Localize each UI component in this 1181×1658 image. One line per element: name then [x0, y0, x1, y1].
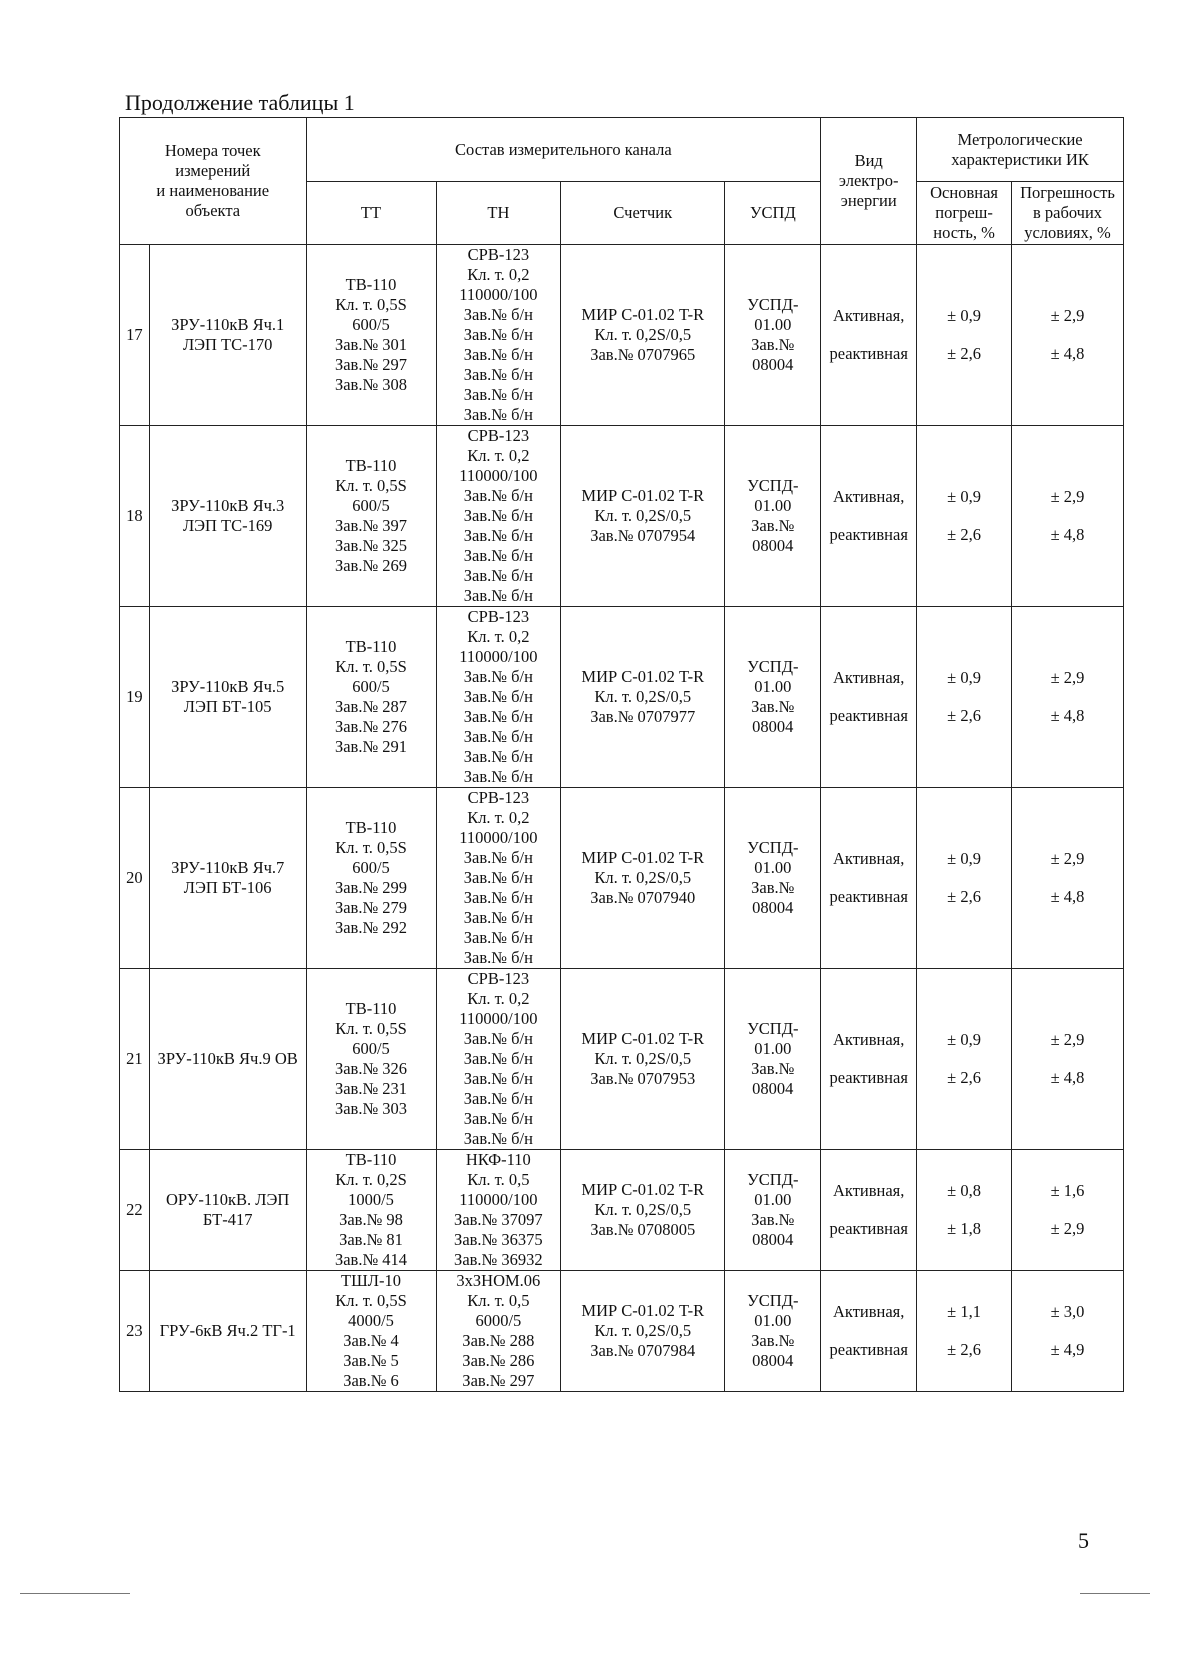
tt-cell [306, 607, 436, 788]
work-error-cell-value: ± 2,9 [1050, 487, 1085, 506]
tn-cell-line: Зав.№ б/н [463, 707, 533, 726]
meter-cell-line: Зав.№ 0707965 [590, 345, 696, 364]
row-number: 21 [120, 969, 150, 1150]
tt-cell-line: Зав.№ 231 [334, 1079, 408, 1098]
tt-cell-line: ТВ-110 [345, 818, 397, 837]
tn-cell-line: Зав.№ б/н [463, 566, 533, 585]
tn-cell-line: Зав.№ б/н [463, 747, 533, 766]
uspd-cell-line: 01.00 [754, 496, 792, 515]
tn-cell [436, 607, 561, 788]
tn-cell-line: 110000/100 [459, 1190, 538, 1209]
tn-cell-line: Зав.№ б/н [463, 1069, 533, 1088]
energy-type-cell-value: реактивная [829, 1340, 908, 1359]
energy-type-cell [821, 969, 917, 1150]
object-name-line: ЛЭП БТ-105 [183, 697, 272, 716]
work-error-cell [1012, 788, 1124, 969]
tt-cell-line: Зав.№ 81 [339, 1230, 403, 1249]
row-number: 23 [120, 1271, 150, 1392]
energy-type-cell [821, 788, 917, 969]
tn-cell [436, 245, 561, 426]
row-number: 17 [120, 245, 150, 426]
uspd-cell-line: УСПД- [747, 295, 799, 314]
object-name [149, 1271, 306, 1392]
tt-cell-line: Кл. т. 0,5S [335, 657, 407, 676]
base-error-cell-value: ± 1,8 [947, 1219, 981, 1238]
tn-cell-line: Зав.№ б/н [463, 908, 533, 927]
energy-type-cell-value: Активная, [832, 306, 905, 325]
work-error-cell [1012, 969, 1124, 1150]
work-error-cell-value: ± 2,9 [1050, 306, 1085, 325]
meter-cell [561, 1271, 725, 1392]
tt-cell-line: Зав.№ 287 [334, 697, 408, 716]
tn-cell-line: Зав.№ б/н [463, 526, 533, 545]
tn-cell-line: Зав.№ б/н [463, 365, 533, 384]
meter-cell-line: МИР С-01.02 T-R [581, 486, 705, 505]
tn-cell-line: 110000/100 [459, 647, 538, 666]
energy-type-cell-value: Активная, [832, 668, 905, 687]
tt-cell [306, 1150, 436, 1271]
row-number: 19 [120, 607, 150, 788]
meter-cell-line: МИР С-01.02 T-R [581, 1301, 705, 1320]
tn-cell-line: Кл. т. 0,2 [467, 808, 530, 827]
energy-type-cell-value: реактивная [829, 706, 908, 725]
tn-cell-line: Зав.№ б/н [463, 325, 533, 344]
energy-type-cell [821, 245, 917, 426]
page-number: 5 [1078, 1528, 1089, 1553]
tt-cell [306, 245, 436, 426]
meter-cell-line: МИР С-01.02 T-R [581, 1180, 705, 1199]
tn-cell-line: Зав.№ б/н [463, 1029, 533, 1048]
meter-cell-line: Кл. т. 0,2S/0,5 [594, 868, 692, 887]
uspd-cell-line: УСПД- [747, 1291, 799, 1310]
tn-cell-line: Зав.№ б/н [463, 948, 533, 967]
meter-cell-line: Кл. т. 0,2S/0,5 [594, 1321, 692, 1340]
base-error-cell [917, 969, 1012, 1150]
base-error-cell-value: ± 1,1 [947, 1302, 981, 1321]
table-row [120, 607, 1124, 788]
tn-cell-line: Зав.№ 297 [462, 1371, 535, 1390]
base-error-cell-value: ± 2,6 [947, 344, 981, 363]
uspd-cell-line: 01.00 [754, 1190, 792, 1209]
energy-type-cell-value: реактивная [829, 1219, 908, 1238]
base-error-cell-value: ± 2,6 [947, 525, 981, 544]
base-error-cell [917, 1150, 1012, 1271]
meter-cell-line: МИР С-01.02 T-R [581, 1029, 705, 1048]
uspd-cell [725, 607, 821, 788]
tn-cell-line: Зав.№ 36932 [454, 1250, 543, 1269]
object-name [149, 969, 306, 1150]
uspd-cell-line: 01.00 [754, 1039, 792, 1058]
uspd-cell-line: УСПД- [747, 657, 799, 676]
meter-cell-line: Кл. т. 0,2S/0,5 [594, 506, 692, 525]
work-error-cell-value: ± 4,9 [1050, 1340, 1085, 1359]
tn-cell-line: Зав.№ 288 [462, 1331, 535, 1350]
base-error-cell-value: ± 0,9 [947, 306, 981, 325]
tt-cell-line: 600/5 [352, 496, 390, 515]
tt-cell-line: 600/5 [352, 315, 390, 334]
tn-cell [436, 1150, 561, 1271]
uspd-cell [725, 426, 821, 607]
tt-cell-line: Зав.№ 414 [334, 1250, 408, 1269]
work-error-cell-value: ± 4,8 [1050, 706, 1085, 725]
meter-cell [561, 426, 725, 607]
table-row [120, 1150, 1124, 1271]
energy-type-cell-value: Активная, [832, 1302, 905, 1321]
uspd-cell-line: 01.00 [754, 1311, 792, 1330]
meter-cell-line: Зав.№ 0707984 [590, 1341, 696, 1360]
tn-cell-line: Зав.№ б/н [463, 305, 533, 324]
base-error-cell-value: ± 2,6 [947, 1068, 981, 1087]
work-error-cell-value: ± 3,0 [1050, 1302, 1085, 1321]
table-row [120, 788, 1124, 969]
object-name-line: ЗРУ-110кВ Яч.5 [171, 677, 285, 696]
tt-cell [306, 788, 436, 969]
tn-cell-line: Кл. т. 0,5 [467, 1291, 530, 1310]
energy-type-cell-value: Активная, [832, 1181, 905, 1200]
uspd-cell-line: 01.00 [754, 858, 792, 877]
uspd-cell-line: Зав.№ [751, 516, 795, 535]
tt-cell-line: Зав.№ 5 [343, 1351, 399, 1370]
uspd-cell-line: Зав.№ [751, 697, 795, 716]
work-error-cell-value: ± 1,6 [1050, 1181, 1085, 1200]
work-error-cell-value: ± 2,9 [1050, 1219, 1085, 1238]
work-error-cell-value: ± 4,8 [1050, 525, 1085, 544]
tt-cell-line: 4000/5 [348, 1311, 394, 1330]
table-caption: Продолжение таблицы 1 [125, 90, 355, 115]
meter-cell-line: Зав.№ 0707977 [590, 707, 696, 726]
object-name [149, 607, 306, 788]
uspd-cell-line: 08004 [752, 1351, 794, 1370]
tn-cell-line: Зав.№ б/н [463, 848, 533, 867]
tn-cell [436, 426, 561, 607]
energy-type-cell-value: Активная, [832, 487, 905, 506]
tt-cell-line: Кл. т. 0,5S [335, 295, 407, 314]
tn-cell-line: Зав.№ 37097 [454, 1210, 543, 1229]
tt-cell-line: Кл. т. 0,5S [335, 1019, 407, 1038]
uspd-cell-line: УСПД- [747, 838, 799, 857]
object-name-line: ЗРУ-110кВ Яч.9 ОВ [157, 1049, 298, 1068]
base-error-cell [917, 426, 1012, 607]
tn-cell-line: Зав.№ б/н [463, 667, 533, 686]
header-work-error: Погрешность в рабочих условиях, % [1012, 182, 1124, 245]
tt-cell-line: Зав.№ 279 [334, 898, 408, 917]
object-name-line: ГРУ-6кВ Яч.2 ТГ-1 [159, 1321, 296, 1340]
tt-cell-line: ТВ-110 [345, 1150, 397, 1169]
header-channel: Состав измерительного канала [306, 118, 821, 182]
tn-cell-line: НКФ-110 [465, 1150, 531, 1169]
header-energy-type: Вид электро- энергии [821, 118, 917, 245]
meter-cell [561, 245, 725, 426]
work-error-cell [1012, 1271, 1124, 1392]
tn-cell-line: Зав.№ б/н [463, 345, 533, 364]
object-name-line: ЗРУ-110кВ Яч.7 [171, 858, 285, 877]
uspd-cell-line: Зав.№ [751, 1210, 795, 1229]
tn-cell-line: Зав.№ б/н [463, 546, 533, 565]
base-error-cell [917, 607, 1012, 788]
table-row [120, 245, 1124, 426]
tt-cell-line: Зав.№ 98 [339, 1210, 403, 1229]
base-error-cell-value: ± 2,6 [947, 1340, 981, 1359]
tt-cell-line: Зав.№ 276 [334, 717, 408, 736]
row-number: 18 [120, 426, 150, 607]
energy-type-cell [821, 1150, 917, 1271]
tt-cell-line: Кл. т. 0,5S [335, 1291, 407, 1310]
energy-type-cell-value: Активная, [832, 849, 905, 868]
meter-cell [561, 1150, 725, 1271]
uspd-cell [725, 1271, 821, 1392]
tn-cell-line: СРВ-123 [467, 426, 530, 445]
header-base-error: Основная погреш- ность, % [917, 182, 1012, 245]
base-error-cell-value: ± 0,8 [947, 1181, 981, 1200]
tn-cell-line: Зав.№ б/н [463, 486, 533, 505]
base-error-cell-value: ± 0,9 [947, 1030, 981, 1049]
tn-cell-line: Кл. т. 0,2 [467, 627, 530, 646]
tn-cell-line: СРВ-123 [467, 245, 530, 264]
tn-cell-line: 3хЗНОМ.06 [456, 1271, 541, 1290]
work-error-cell-value: ± 2,9 [1050, 1030, 1085, 1049]
energy-type-cell-value: реактивная [829, 1068, 908, 1087]
tt-cell-line: Зав.№ 6 [343, 1371, 399, 1390]
uspd-cell-line: 08004 [752, 355, 794, 374]
tn-cell-line: 110000/100 [459, 285, 538, 304]
object-name-line: ЛЭП ТС-170 [182, 335, 273, 354]
base-error-cell-value: ± 0,9 [947, 487, 981, 506]
work-error-cell [1012, 1150, 1124, 1271]
tn-cell-line: 110000/100 [459, 466, 538, 485]
uspd-cell-line: 01.00 [754, 677, 792, 696]
energy-type-cell [821, 1271, 917, 1392]
work-error-cell [1012, 607, 1124, 788]
object-name-line: БТ-417 [202, 1210, 253, 1229]
tn-cell-line: Зав.№ б/н [463, 888, 533, 907]
uspd-cell-line: 08004 [752, 898, 794, 917]
object-name-line: ЗРУ-110кВ Яч.3 [171, 496, 285, 515]
tt-cell-line: ТВ-110 [345, 275, 397, 294]
tt-cell-line: 600/5 [352, 677, 390, 696]
work-error-cell [1012, 245, 1124, 426]
tn-cell-line: Зав.№ б/н [463, 1049, 533, 1068]
tt-cell-line: 1000/5 [348, 1190, 394, 1209]
tt-cell-line: Зав.№ 291 [334, 737, 408, 756]
row-number: 22 [120, 1150, 150, 1271]
tn-cell-line: Зав.№ б/н [463, 767, 533, 786]
tn-cell-line: Зав.№ б/н [463, 506, 533, 525]
meter-cell-line: Кл. т. 0,2S/0,5 [594, 1200, 692, 1219]
tn-cell-line: 110000/100 [459, 1009, 538, 1028]
base-error-cell [917, 788, 1012, 969]
meter-cell [561, 969, 725, 1150]
base-error-cell-value: ± 2,6 [947, 706, 981, 725]
tt-cell-line: Кл. т. 0,5S [335, 838, 407, 857]
tn-cell [436, 788, 561, 969]
energy-type-cell-value: реактивная [829, 525, 908, 544]
work-error-cell-value: ± 4,8 [1050, 344, 1085, 363]
header-meter: Счетчик [561, 182, 725, 245]
meter-cell-line: Зав.№ 0707954 [590, 526, 696, 545]
tn-cell-line: Зав.№ б/н [463, 1089, 533, 1108]
work-error-cell-value: ± 2,9 [1050, 849, 1085, 868]
table-row [120, 1271, 1124, 1392]
header-object: Номера точек измерений и наименование объекта [120, 118, 307, 245]
tt-cell-line: ТВ-110 [345, 999, 397, 1018]
scan-artifact-line [20, 1593, 130, 1594]
uspd-cell-line: УСПД- [747, 1019, 799, 1038]
tn-cell-line: Зав.№ 286 [462, 1351, 535, 1370]
uspd-cell-line: Зав.№ [751, 335, 795, 354]
tt-cell-line: Кл. т. 0,2S [335, 1170, 407, 1189]
base-error-cell [917, 245, 1012, 426]
uspd-cell-line: Зав.№ [751, 1059, 795, 1078]
energy-type-cell-value: реактивная [829, 887, 908, 906]
object-name-line: ЛЭП БТ-106 [183, 878, 272, 897]
meter-cell-line: Зав.№ 0707940 [590, 888, 696, 907]
object-name-line: ЛЭП ТС-169 [182, 516, 273, 535]
energy-type-cell [821, 426, 917, 607]
tt-cell-line: Зав.№ 308 [334, 375, 408, 394]
tt-cell-line: Зав.№ 326 [334, 1059, 408, 1078]
uspd-cell [725, 788, 821, 969]
uspd-cell-line: УСПД- [747, 476, 799, 495]
row-number: 20 [120, 788, 150, 969]
tn-cell-line: Кл. т. 0,2 [467, 989, 530, 1008]
base-error-cell [917, 1271, 1012, 1392]
meter-cell-line: Кл. т. 0,2S/0,5 [594, 325, 692, 344]
tn-cell-line: 110000/100 [459, 828, 538, 847]
tt-cell-line: Зав.№ 292 [334, 918, 408, 937]
scan-artifact-line [1080, 1593, 1150, 1594]
tt-cell-line: ТВ-110 [345, 456, 397, 475]
meter-cell-line: Зав.№ 0708005 [590, 1220, 696, 1239]
tn-cell-line: Зав.№ б/н [463, 1129, 533, 1148]
energy-type-cell [821, 607, 917, 788]
tn-cell-line: СРВ-123 [467, 788, 530, 807]
object-name [149, 1150, 306, 1271]
object-name-line: ЗРУ-110кВ Яч.1 [171, 315, 285, 334]
object-name [149, 426, 306, 607]
uspd-cell-line: 08004 [752, 536, 794, 555]
meter-cell-line: МИР С-01.02 T-R [581, 848, 705, 867]
tt-cell-line: Зав.№ 397 [334, 516, 408, 535]
tt-cell-line: 600/5 [352, 858, 390, 877]
uspd-cell-line: УСПД- [747, 1170, 799, 1189]
header-tn: ТН [436, 182, 561, 245]
meter-cell-line: Кл. т. 0,2S/0,5 [594, 687, 692, 706]
tn-cell-line: Зав.№ б/н [463, 868, 533, 887]
tt-cell-line: ТШЛ-10 [341, 1271, 401, 1290]
tt-cell-line: 600/5 [352, 1039, 390, 1058]
uspd-cell-line: 08004 [752, 1079, 794, 1098]
table-row [120, 969, 1124, 1150]
tn-cell-line: Зав.№ б/н [463, 1109, 533, 1128]
work-error-cell-value: ± 2,9 [1050, 668, 1085, 687]
uspd-cell [725, 969, 821, 1150]
object-name-line: ОРУ-110кВ. ЛЭП [166, 1190, 290, 1209]
tn-cell-line: Зав.№ 36375 [454, 1230, 543, 1249]
work-error-cell-value: ± 4,8 [1050, 887, 1085, 906]
energy-type-cell-value: Активная, [832, 1030, 905, 1049]
table-row [120, 426, 1124, 607]
base-error-cell-value: ± 0,9 [947, 849, 981, 868]
tn-cell [436, 969, 561, 1150]
tt-cell-line: Зав.№ 325 [334, 536, 408, 555]
measurement-channels-table [119, 117, 1124, 1392]
tn-cell-line: Кл. т. 0,2 [467, 446, 530, 465]
uspd-cell [725, 1150, 821, 1271]
tn-cell-line: Зав.№ б/н [463, 586, 533, 605]
tt-cell-line: Кл. т. 0,5S [335, 476, 407, 495]
work-error-cell [1012, 426, 1124, 607]
object-name [149, 788, 306, 969]
tn-cell-line: Зав.№ б/н [463, 405, 533, 424]
meter-cell-line: МИР С-01.02 T-R [581, 667, 705, 686]
object-name [149, 245, 306, 426]
header-uspd: УСПД [725, 182, 821, 245]
uspd-cell-line: Зав.№ [751, 1331, 795, 1350]
meter-cell-line: Кл. т. 0,2S/0,5 [594, 1049, 692, 1068]
tn-cell-line: Зав.№ б/н [463, 687, 533, 706]
tn-cell-line: Зав.№ б/н [463, 928, 533, 947]
uspd-cell-line: Зав.№ [751, 878, 795, 897]
tt-cell-line: Зав.№ 297 [334, 355, 408, 374]
tt-cell-line: Зав.№ 269 [334, 556, 408, 575]
tt-cell [306, 1271, 436, 1392]
meter-cell-line: МИР С-01.02 T-R [581, 305, 705, 324]
header-metrology: Метрологические характеристики ИК [917, 118, 1124, 182]
tt-cell [306, 426, 436, 607]
tn-cell-line: Зав.№ б/н [463, 727, 533, 746]
uspd-cell-line: 08004 [752, 1230, 794, 1249]
tt-cell [306, 969, 436, 1150]
tt-cell-line: Зав.№ 4 [343, 1331, 399, 1350]
tn-cell-line: 6000/5 [475, 1311, 522, 1330]
uspd-cell-line: 01.00 [754, 315, 792, 334]
base-error-cell-value: ± 0,9 [947, 668, 981, 687]
base-error-cell-value: ± 2,6 [947, 887, 981, 906]
meter-cell-line: Зав.№ 0707953 [590, 1069, 696, 1088]
tn-cell-line: Кл. т. 0,2 [467, 265, 530, 284]
tn-cell [436, 1271, 561, 1392]
tn-cell-line: СРВ-123 [467, 607, 530, 626]
meter-cell [561, 607, 725, 788]
header-tt: ТТ [306, 182, 436, 245]
tt-cell-line: ТВ-110 [345, 637, 397, 656]
meter-cell [561, 788, 725, 969]
tt-cell-line: Зав.№ 303 [334, 1099, 408, 1118]
uspd-cell-line: 08004 [752, 717, 794, 736]
uspd-cell [725, 245, 821, 426]
work-error-cell-value: ± 4,8 [1050, 1068, 1085, 1087]
tn-cell-line: Зав.№ б/н [463, 385, 533, 404]
tn-cell-line: СРВ-123 [467, 969, 530, 988]
tt-cell-line: Зав.№ 299 [334, 878, 408, 897]
energy-type-cell-value: реактивная [829, 344, 908, 363]
tt-cell-line: Зав.№ 301 [334, 335, 408, 354]
tn-cell-line: Кл. т. 0,5 [467, 1170, 530, 1189]
